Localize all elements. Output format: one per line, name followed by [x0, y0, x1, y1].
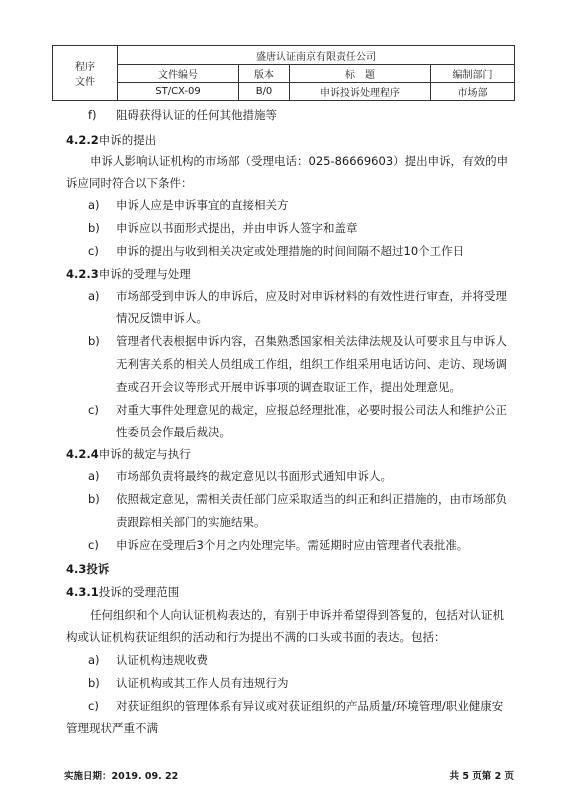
list-item: 对重大事件处理意见的裁定，应报总经理批准，必要时报公司法人和维护公正	[116, 403, 507, 417]
section-number: 4.2.2	[66, 133, 99, 147]
list-item: 认证机构或其工作人员有违规行为	[116, 676, 289, 690]
program-label-1: 程序	[75, 62, 95, 73]
list-item: 依照裁定意见，需相关责任部门应采取适当的纠正和纠正措施的，由市场部负	[116, 492, 507, 506]
section-heading-4-2-3	[66, 266, 191, 282]
section-heading-4-3-1	[66, 584, 179, 600]
section-number: 4.3.1	[66, 585, 99, 599]
section-heading-4-2-2	[66, 132, 156, 148]
list-marker: f)	[88, 108, 97, 122]
company-name: 盛唐认证南京有限责任公司	[118, 46, 515, 65]
list-item: 阻碍获得认证的任何其他措施等	[116, 108, 277, 122]
list-marker: b)	[88, 334, 100, 348]
list-marker: a)	[88, 198, 100, 212]
section-title: 申诉的提出	[98, 133, 157, 147]
paragraph-line: 申诉人影响认证机构的市场部（受理电话：025-86669603）提出申诉，有效的申	[90, 154, 509, 168]
section-number: 4.3	[66, 562, 87, 576]
list-item: 申诉应以书面形式提出，并由申诉人签字和盖章	[116, 221, 358, 235]
list-item-continued: 管理现状严重不满	[66, 721, 158, 735]
list-marker: a)	[88, 653, 100, 667]
list-marker: a)	[88, 289, 100, 303]
list-marker: b)	[88, 492, 100, 506]
list-item-continued: 无利害关系的相关人员组成工作组，组织工作组采用电话访问、走访、现场调	[116, 357, 507, 371]
document-header-table	[52, 45, 515, 101]
paragraph-line: 任何组织和个人向认证机构表达的，有别于申诉并希望得到答复的，包括对认证机	[90, 608, 504, 622]
list-item: 市场部受到申诉人的申诉后，应及时对申诉材料的有效性进行审查，并将受理	[116, 289, 507, 303]
list-item: 申诉人应是申诉事宜的直接相关方	[116, 198, 289, 212]
list-item: 对获证组织的管理体系有异议或对获证组织的产品质量/环境管理/职业健康安	[116, 699, 504, 713]
list-marker: c)	[88, 244, 99, 258]
list-item-continued: 查或召开会议等形式开展申诉事项的调查取证工作，提出处理意见。	[116, 380, 461, 394]
section-title: 投诉	[86, 562, 110, 576]
paragraph-line: 构或认证机构获证组织的活动和行为提出不满的口头或书面的表达。包括：	[66, 630, 446, 644]
list-marker: c)	[88, 403, 99, 417]
paragraph-line: 诉应同时符合以下条件：	[66, 176, 193, 190]
list-item: 认证机构违规收费	[116, 653, 208, 667]
list-item-continued: 情况反馈申诉人。	[116, 311, 208, 325]
section-number: 4.2.3	[66, 267, 99, 281]
program-label-2: 文件	[75, 77, 95, 88]
list-item: 申诉的提出与收到相关决定或处理措施的时间间隔不超过10个工作日	[116, 244, 465, 258]
list-item: 申诉应在受理后3个月之内处理完毕。需延期时应由管理者代表批准。	[116, 538, 469, 552]
list-item-continued: 责跟踪相关部门的实施结果。	[116, 515, 266, 529]
section-number: 4.2.4	[66, 447, 99, 461]
doc-no-value: ST/CX-09	[118, 83, 239, 101]
dept-header: 编制部门	[431, 65, 515, 83]
title-value: 申诉投诉处理程序	[290, 83, 431, 101]
list-marker: c)	[88, 699, 99, 713]
list-item-continued: 性委员会作最后裁决。	[116, 425, 231, 439]
list-item: 管理者代表根据申诉内容，召集熟悉国家相关法律法规及认可要求且与申诉人	[116, 334, 507, 348]
list-item: 市场部负责将最终的裁定意见以书面形式通知申诉人。	[116, 469, 392, 483]
section-heading-4-3	[66, 561, 109, 577]
doc-no-header: 文件编号	[118, 65, 239, 83]
title-header: 标 题	[290, 65, 431, 83]
list-marker: c)	[88, 538, 99, 552]
version-value: B/0	[239, 83, 290, 101]
section-title: 申诉的受理与处理	[98, 267, 191, 281]
effective-date: 实施日期：2019. 09. 22	[64, 771, 179, 782]
page-number: 共 5 页第 2 页	[449, 771, 514, 782]
section-title: 申诉的裁定与执行	[98, 447, 191, 461]
version-header: 版本	[239, 65, 290, 83]
list-marker: b)	[88, 221, 100, 235]
section-title: 投诉的受理范围	[98, 585, 180, 599]
list-marker: a)	[88, 469, 100, 483]
section-heading-4-2-4	[66, 446, 191, 462]
dept-value: 市场部	[431, 83, 515, 101]
program-file-cell	[53, 46, 118, 101]
list-marker: b)	[88, 676, 100, 690]
